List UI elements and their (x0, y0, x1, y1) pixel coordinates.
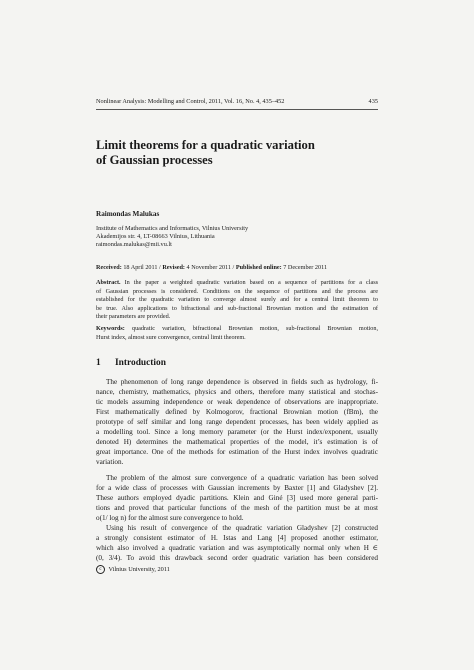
body-line: tic models assuming independence or weak dependence of observations are inappropriate. (96, 398, 378, 406)
abstract-line: of Gaussian processes is considered. Conditions on the sequence of partitions and the process are (96, 287, 378, 295)
published-label: Published online: (235, 264, 282, 271)
author-name: Raimondas Malukas (96, 210, 160, 218)
body-line: Using his result of convergence of the quadratic variation Gladyshev [2] constructed (106, 524, 378, 532)
body-line: nance, chemistry, mathematics, physics and others, therefore many statistical and stochas- (96, 388, 378, 396)
body-line: prototype of self similar and long range dependent processes, has been widely applied as (96, 418, 378, 426)
abstract-line: In the paper a weighted quadratic variation based on a sequence of partitions for a class (124, 279, 378, 286)
body-line: great importance. One of the methods for estimation of the Hurst index involves quadratic (96, 448, 378, 456)
received-date: 18 April 2011 (123, 264, 158, 271)
section-heading (96, 358, 166, 368)
affiliation-email: raimondas.malukas@mii.vu.lt (96, 240, 172, 248)
body-line: a strongly consistent estimator of H. Istas and Lang [4] proposed another estimator, (96, 534, 378, 542)
published-date: 7 December 2011 (283, 264, 328, 271)
keywords-line: quadratic variation, bifractional Brownian motion, sub-fractional Brownian motion, (131, 325, 378, 332)
copyright-footer (96, 565, 170, 574)
body-line: These authors employed dyadic partitions. Klein and Giné [3] used more general parti- (96, 494, 378, 502)
received-label: Received: (96, 264, 122, 271)
abstract-line: their parameters are provided. (96, 313, 171, 321)
abstract-line: be true. Also applications to bifractional and sub-fractional Brownian motion and the estimation of (96, 304, 378, 312)
header-rule (96, 109, 378, 110)
paper-title (96, 138, 378, 168)
body-line: The phenomenon of long range dependence is observed in fields such as hydrology, fi- (106, 378, 378, 386)
title-line-2: of Gaussian processes (96, 153, 213, 167)
copyright-text: Vilnius University, 2011 (108, 565, 170, 573)
page-number: 435 (368, 98, 378, 105)
journal-citation: Nonlinear Analysis: Modelling and Control, 2011, Vol. 16, No. 4, 435–452 (96, 98, 285, 105)
keywords (96, 325, 378, 342)
body-line: denoted H) determines the mathematical properties of the model, it’s estimation is of (96, 438, 378, 446)
revised-label: Revised: (162, 264, 185, 271)
affiliation-address: Akademijos str. 4, LT-08663 Vilnius, Lithuania (96, 232, 215, 240)
body-line: tions and proved that particular functions of the mesh of the partition must be at most (96, 504, 378, 512)
body-line: First mathematically defined by Kolmogorov, fractional Brownian motion (fBm), the (96, 408, 378, 416)
title-line-1: Limit theorems for a quadratic variation (96, 138, 315, 152)
body-line: for a wide class of processes with Gaussian increments by Baxter [1] and Gladyshev [2]. (96, 484, 378, 492)
keywords-label: Keywords: (96, 325, 125, 332)
body-line: (0, 3/4). To avoid this drawback second order quadratic variation has been considered (96, 554, 378, 562)
body-line: which also involved a quadratic variation and was asymptotically normal only when H ∈ (96, 544, 378, 552)
abstract-label: Abstract. (96, 279, 121, 286)
running-header (96, 98, 378, 105)
body-line: a modelling tool. Since a long memory parameter (or the Hurst index/exponent, usually (96, 428, 378, 436)
publication-dates: Received: 18 April 2011 / Revised: 4 November 2011 / Published online: 7 December 2011 (96, 264, 328, 271)
paragraph-1 (96, 377, 378, 467)
section-title: Introduction (115, 358, 166, 368)
body-line: variation. (96, 458, 124, 466)
section-number: 1 (96, 358, 101, 368)
affiliation (96, 225, 378, 248)
abstract (96, 279, 378, 322)
paragraph-3 (96, 523, 378, 563)
revised-date: 4 November 2011 (186, 264, 231, 271)
copyright-icon: c (96, 565, 105, 574)
body-line: o(1/ log n) for the almost sure convergence to hold. (96, 514, 244, 522)
paragraph-2 (96, 473, 378, 523)
affiliation-institute: Institute of Mathematics and Informatics, Vilnius University (96, 225, 249, 232)
body-line: The problem of the almost sure convergence of a quadratic variation has been solved (106, 474, 378, 482)
keywords-line: Hurst index, almost sure convergence, central limit theorem. (96, 333, 246, 341)
body-text (96, 377, 378, 563)
abstract-line: established for the quadratic variation to converge almost surely and for a central limit theorem to (96, 296, 378, 304)
